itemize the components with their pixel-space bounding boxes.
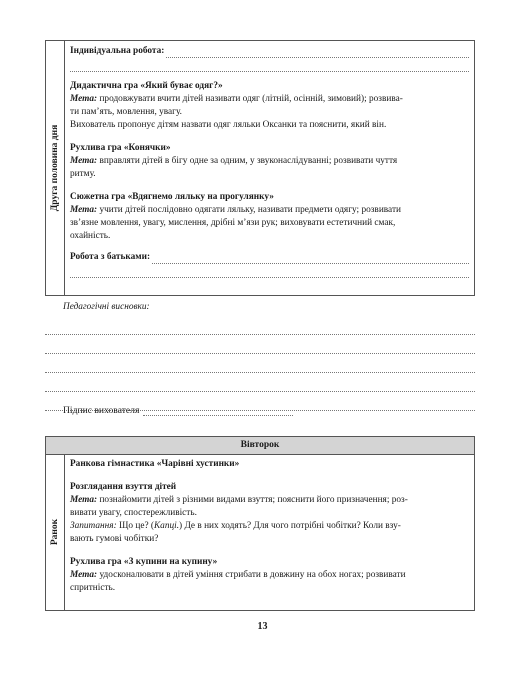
didactic-goal-line2: ти пам’ять, мовлення, увагу. (70, 107, 183, 117)
signature-line (63, 405, 293, 416)
conclusions-line (45, 358, 475, 373)
individual-work-label: Індивідуальна робота: (70, 46, 165, 56)
shoes-question-line1: Запитання: Що це? (Капці.) Де в них ходять? Для чого потрібні чобітки? Коли взу- (70, 521, 401, 531)
gymnastics-title: Ранкова гімнастика «Чарівні хустинки» (70, 459, 240, 469)
didactic-game-title: Дидактична гра «Який буває одяг?» (70, 81, 223, 91)
afternoon-content (65, 41, 474, 295)
shoes-title: Розглядання взуття дітей (70, 482, 177, 492)
fill-line-empty (70, 58, 469, 72)
story-game-title: Сюжетна гра «Вдягнемо ляльку на прогулянку» (70, 192, 274, 202)
didactic-note: Вихователь пропонує дітям назвати одяг ляльки Оксанки та пояснити, який він. (70, 120, 387, 130)
page-number: 13 (257, 621, 268, 632)
shoes-question-line2: вають гумові чобітки? (70, 534, 159, 544)
fill-dots (166, 48, 469, 58)
morning-content (65, 454, 474, 610)
morning-row (46, 454, 474, 610)
story-goal-line3: охайність. (70, 231, 111, 241)
mobile-game-title: Рухлива гра «Конячки» (70, 143, 171, 153)
didactic-goal-line1: Мета: продовжувати вчити дітей називати одяг (літній, осінній, зимовий); розвива- (70, 94, 403, 104)
shoes-goal-line2: вивати увагу, спостережливість. (70, 508, 197, 518)
bumps-goal-line1: Мета: удосконалювати в дітей уміння стрибати в довжину на обох ногах; розвивати (70, 570, 406, 580)
parents-work-line (70, 251, 469, 264)
side-label: Друга половина дня (50, 124, 60, 212)
individual-work-line (70, 45, 469, 58)
bumps-game-title: Рухлива гра «З купини на купину» (70, 557, 218, 567)
fill-dots (152, 254, 469, 264)
story-goal-line1: Мета: учити дітей послідовно одягати ляльку, називати предмети одягу; розвивати (70, 205, 401, 215)
conclusions-line (45, 339, 475, 354)
conclusions-line (45, 320, 475, 335)
day-title: Вівторок (46, 437, 474, 455)
mobile-goal-line2: ритму. (70, 169, 96, 179)
side-label: Ранок (50, 518, 60, 546)
parents-work-label: Робота з батьками: (70, 252, 151, 262)
tuesday-section (45, 436, 475, 611)
afternoon-section (45, 40, 475, 296)
shoes-goal-line1: Мета: познайомити дітей з різними видами взуття; пояснити його призначення; роз- (70, 495, 408, 505)
side-label-cell (46, 41, 65, 295)
fill-line-empty (70, 264, 469, 278)
side-label-cell (46, 454, 65, 610)
conclusions-section (45, 302, 475, 411)
signature-dots (143, 406, 293, 416)
story-goal-line2: зв’язне мовлення, увагу, мислення, дрібні м’язи рук; виховувати естетичний смак, (70, 218, 396, 228)
signature-label: Підпис вихователя (63, 405, 140, 416)
conclusions-label: Педагогічні висновки: (63, 302, 150, 312)
mobile-goal-line1: Мета: вправляти дітей в бігу одне за одним, у звуконаслідуванні; розвивати чуття (70, 156, 398, 166)
bumps-goal-line2: спритність. (70, 583, 116, 593)
conclusions-line (45, 377, 475, 392)
